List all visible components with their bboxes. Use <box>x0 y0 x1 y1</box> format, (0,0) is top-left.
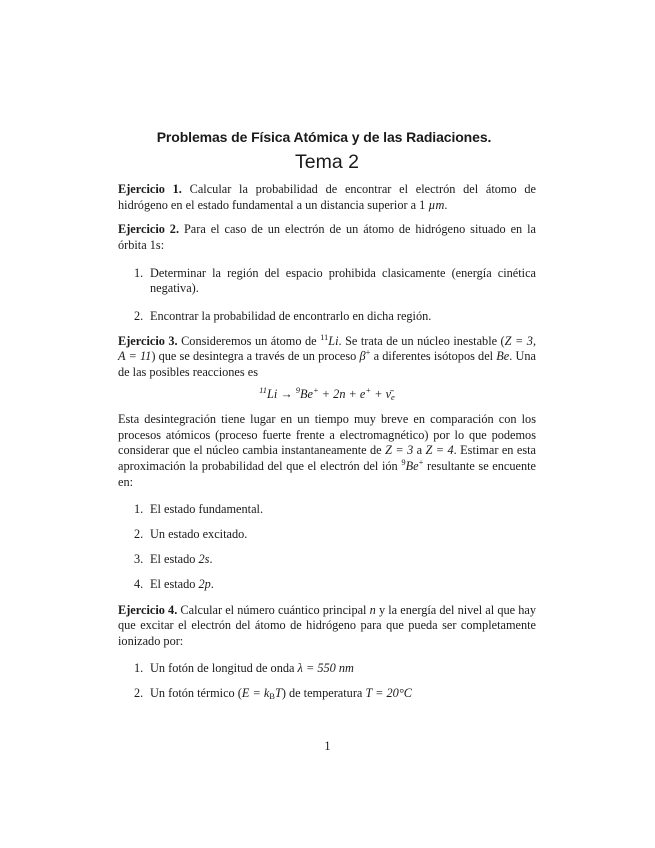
list-item-text: Encontrar la probabilidad de encontrarlo en dicha región. <box>150 308 432 323</box>
temperature-value: T = 20°C <box>365 686 412 701</box>
list-number: 3. <box>134 552 144 567</box>
exercise-3-list <box>118 502 536 593</box>
exercise-1-unit: µm <box>428 197 445 212</box>
list-item-text: El estado <box>150 552 199 567</box>
eq-neutrino: + ν̄ <box>371 386 392 401</box>
list-number: 1. <box>134 661 144 676</box>
ion-charge: + <box>418 457 424 467</box>
exercise-4-text: Calcular el número cuántico principal <box>177 602 370 617</box>
beta-sign: + <box>365 347 371 358</box>
exercise-3-text: Esta desintegración tiene lugar en un tiempo muy breve en comparación con los procesos atómicos (proceso fuerte frente a electromagnético) por lo que podemos considerar que el núcleo cambia instantaneamente de <box>118 412 536 458</box>
exercise-1-end: . <box>444 197 448 212</box>
list-number: 1. <box>134 265 144 280</box>
eq-lhs: Li → <box>267 386 296 401</box>
wavelength-value: λ = 550 nm <box>297 661 354 676</box>
list-number: 2. <box>134 308 144 323</box>
be-symbol: Be <box>496 349 510 364</box>
list-number: 2. <box>134 686 144 701</box>
exercise-2-text: Para el caso de un electrón de un átomo de hidrógeno situado en la órbita 1s: <box>118 222 536 252</box>
state-2s: 2s <box>198 552 210 567</box>
reaction-equation <box>118 384 536 403</box>
exercise-3-text: Consideremos un átomo de <box>177 333 321 348</box>
exercise-2 <box>118 222 536 253</box>
exercise-3 <box>118 331 537 381</box>
list-item-text: Un estado excitado. <box>150 527 248 542</box>
list-item <box>118 309 536 325</box>
exercise-2-list <box>118 266 536 325</box>
list-item-text: Un fotón térmico ( <box>150 686 242 701</box>
eq-li-mass: 11 <box>259 384 268 395</box>
eq-mid: + 2n + e <box>318 386 366 401</box>
exercise-3-paragraph <box>118 412 536 490</box>
z3-value: Z = 3 <box>385 443 414 458</box>
list-item-end: . <box>210 577 214 592</box>
exercise-4-label: Ejercicio 4. <box>118 602 178 617</box>
exercise-1-text: Calcular la probabilidad de encontrar el electrón del átomo de hidrógeno en el estado fundamental a un distancia superior a 1 <box>118 182 536 212</box>
beta-symbol: β <box>359 349 366 364</box>
boltzmann-sub: B <box>269 691 275 702</box>
exercise-4-list <box>118 661 536 702</box>
list-item-text: ) de temperatura <box>281 686 366 701</box>
exercise-3-text: resultante se encuente en: <box>118 459 536 489</box>
ion-mass: 9 <box>401 457 406 467</box>
exercise-3-text: a <box>413 443 426 458</box>
list-item <box>118 686 536 702</box>
energy-formula-t: T <box>274 686 282 701</box>
list-number: 1. <box>134 502 144 517</box>
list-item-text: El estado fundamental. <box>150 502 264 517</box>
exercise-3-text: . Una de las posibles reacciones es <box>118 349 536 380</box>
exercise-3-text: . Se trata de un núcleo inestable ( <box>338 333 505 348</box>
eq-neutrino-sub: e <box>391 391 395 402</box>
exercise-3-text: ) que se desintegra a través de un proceso <box>151 349 360 364</box>
exercise-3-text: . Estimar en esta aproximación la probabilidad del que el electrón del ión <box>118 443 536 473</box>
li-symbol: Li <box>328 333 339 348</box>
state-2p: 2p <box>198 577 211 592</box>
list-item <box>118 527 536 543</box>
n-symbol: n <box>369 602 376 617</box>
list-item <box>118 661 536 677</box>
exercise-4 <box>118 603 536 650</box>
list-item-text: El estado <box>150 577 199 592</box>
page-content <box>118 130 536 712</box>
list-item-text: Determinar la región del espacio prohibida clasicamente (energía cinética negativa). <box>150 265 536 296</box>
list-number: 4. <box>134 577 144 592</box>
eq-positron-sign: + <box>365 384 372 395</box>
list-item-text: Un fotón de longitud de onda <box>150 661 298 676</box>
energy-formula: E = k <box>241 686 270 701</box>
a-value: A = 11 <box>118 349 152 364</box>
page-number: 1 <box>324 739 331 753</box>
list-item <box>118 266 536 297</box>
exercise-2-label: Ejercicio 2. <box>118 222 180 237</box>
eq-rhs: Be <box>300 386 313 401</box>
exercise-4-text: y la energía del nivel al que hay que excitar el electrón del átomo de hidrógeno para que pueda ser completamente ionizado por: <box>118 602 536 648</box>
exercise-3-label: Ejercicio 3. <box>118 333 178 348</box>
exercise-1 <box>118 182 536 213</box>
eq-be-mass: 9 <box>295 384 300 395</box>
exercise-3-text: , <box>532 333 537 348</box>
list-item <box>118 577 536 593</box>
list-item <box>118 552 536 568</box>
ion-symbol: Be <box>405 459 419 473</box>
eq-be-charge: + <box>312 384 319 395</box>
list-number: 2. <box>134 527 144 542</box>
z-value: Z = 3 <box>504 333 533 348</box>
exercise-1-label: Ejercicio 1. <box>118 182 182 197</box>
document-subtitle: Tema 2 <box>295 150 359 173</box>
document-title: Problemas de Física Atómica y de las Radiaciones. <box>156 129 492 145</box>
li-mass-number: 11 <box>320 331 329 342</box>
list-item <box>118 502 536 518</box>
exercise-3-text: a diferentes isótopos del <box>370 349 497 364</box>
list-item-end: . <box>209 552 213 567</box>
z4-value: Z = 4 <box>425 443 454 458</box>
